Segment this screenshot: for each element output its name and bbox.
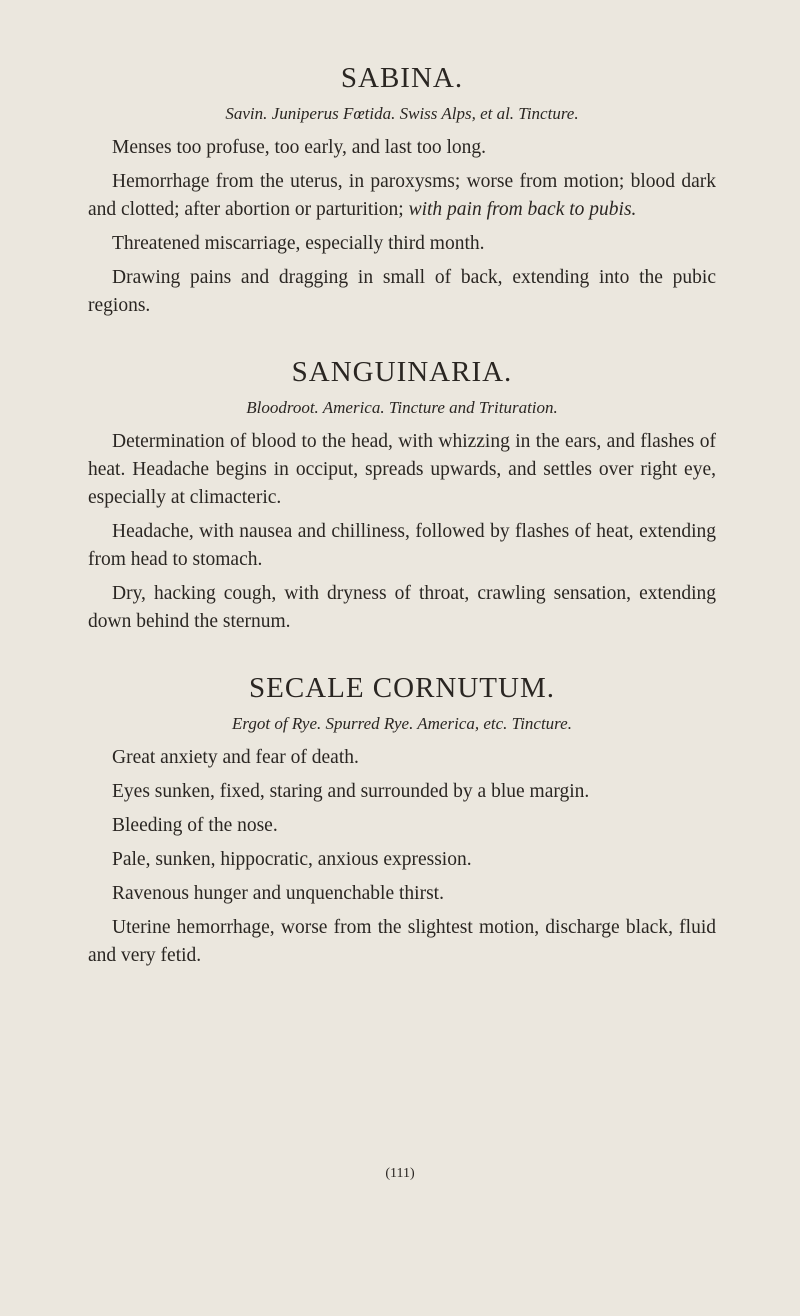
paragraph: Uterine hemorrhage, worse from the slightest motion, discharge black, fluid and very fetid.	[88, 917, 716, 966]
section-title: SANGUINARIA.	[291, 356, 513, 388]
section-title: SABINA.	[340, 62, 464, 94]
paragraph: Ravenous hunger and unquenchable thirst.	[112, 883, 444, 904]
section-sanguinaria	[88, 354, 716, 636]
emphasis-text: with pain from back to pubis.	[408, 199, 637, 220]
page-content	[88, 60, 716, 1004]
section-subtitle: Ergot of Rye. Spurred Rye. America, etc. Tincture.	[232, 714, 572, 733]
section-subtitle: Savin. Juniperus Fœtida. Swiss Alps, et al. Tincture.	[225, 104, 579, 123]
page-number: (111)	[385, 1166, 415, 1181]
paragraph: Menses too profuse, too early, and last too long.	[112, 137, 487, 158]
paragraph: Threatened miscarriage, especially third month.	[112, 233, 485, 254]
paragraph: Determination of blood to the head, with whizzing in the ears, and flashes of heat. Headache begins in occiput, spreads upwards, and settles over right eye, especially at climacteric.	[88, 431, 716, 508]
section-sabina	[88, 60, 716, 320]
section-subtitle: Bloodroot. America. Tincture and Trituration.	[246, 398, 558, 417]
paragraph: Great anxiety and fear of death.	[112, 747, 359, 768]
paragraph: Bleeding of the nose.	[112, 815, 278, 836]
paragraph: Hemorrhage from the uterus, in paroxysms; worse from motion; blood dark and clotted; after abortion or parturition; with pain from back to pubis.	[88, 171, 716, 220]
section-title: SECALE CORNUTUM.	[248, 672, 555, 704]
paragraph: Pale, sunken, hippocratic, anxious expression.	[112, 849, 472, 870]
paragraph: Drawing pains and dragging in small of back, extending into the pubic regions.	[88, 267, 716, 316]
section-secale-cornutum	[88, 670, 716, 970]
paragraph: Headache, with nausea and chilliness, followed by flashes of heat, extending from head to stomach.	[88, 521, 716, 570]
paragraph: Eyes sunken, fixed, staring and surrounded by a blue margin.	[112, 781, 590, 802]
paragraph: Dry, hacking cough, with dryness of throat, crawling sensation, extending down behind the sternum.	[88, 583, 716, 632]
